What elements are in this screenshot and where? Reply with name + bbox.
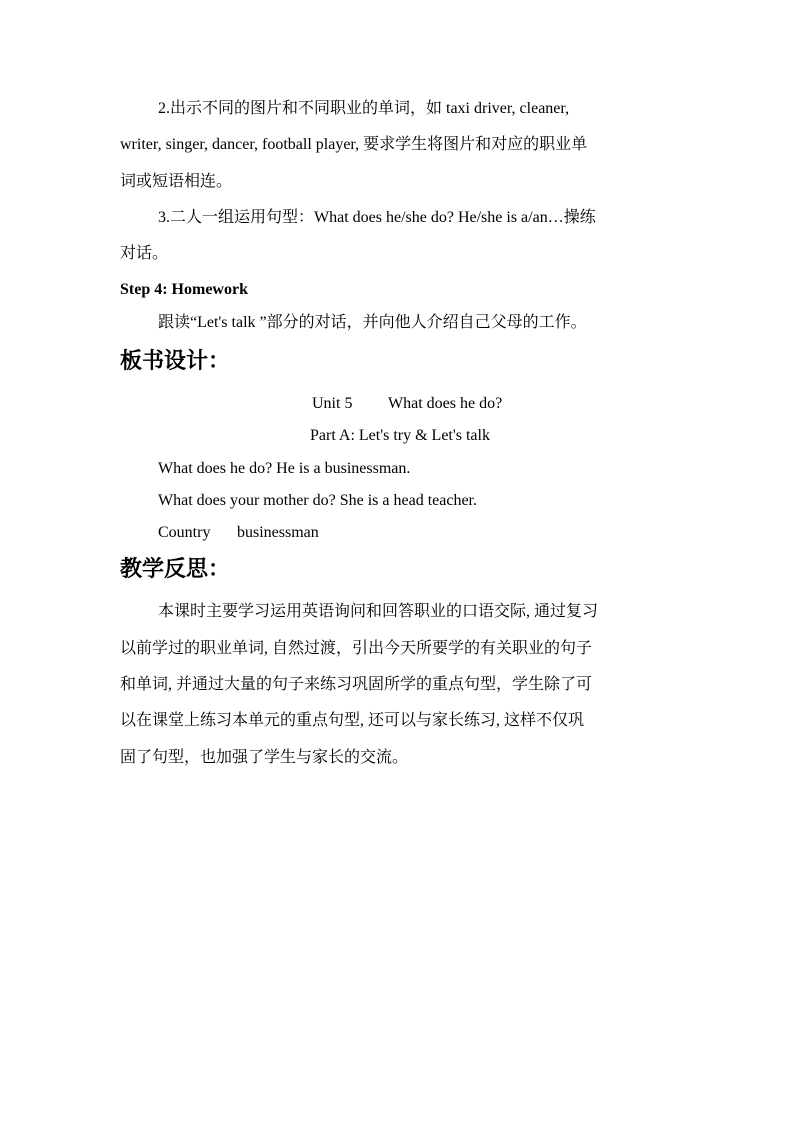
reflection-line-3: 和单词, 并通过大量的句子来练习巩固所学的重点句型，学生除了可 xyxy=(120,676,593,693)
board-word-1: Country xyxy=(158,524,211,541)
step-item-3-line-2: 对话。 xyxy=(120,245,169,262)
reflection-line-4: 以在课堂上练习本单元的重点句型, 还可以与家长练习, 这样不仅巩 xyxy=(120,712,585,729)
reflection-heading: 教学反思： xyxy=(120,557,231,582)
board-design-heading: 板书设计： xyxy=(120,349,231,374)
homework-text: 跟读“Let's talk ”部分的对话，并向他人介绍自己父母的工作。 xyxy=(158,314,587,331)
homework-title: Step 4: Homework xyxy=(120,281,248,298)
board-sentence-2: What does your mother do? She is a head teacher. xyxy=(158,492,477,509)
reflection-line-2: 以前学过的职业单词, 自然过渡，引出今天所要学的有关职业的句子 xyxy=(120,640,593,657)
step-item-2-line-1: 2.出示不同的图片和不同职业的单词，如 taxi driver, cleaner, xyxy=(158,100,570,117)
reflection-line-5: 固了句型，也加强了学生与家长的交流。 xyxy=(120,749,409,766)
board-word-2: businessman xyxy=(237,524,319,541)
reflection-line-1: 本课时主要学习运用英语询问和回答职业的口语交际, 通过复习 xyxy=(158,603,599,620)
board-sentence-1: What does he do? He is a businessman. xyxy=(158,460,411,477)
board-part: Part A: Let's try & Let's talk xyxy=(310,427,490,444)
board-unit: Unit 5 xyxy=(312,395,353,412)
step-item-2-line-3: 词或短语相连。 xyxy=(120,173,233,190)
step-item-3-line-1: 3.二人一组运用句型：What does he/she do? He/she is a/an…操练 xyxy=(158,209,596,226)
step-item-2-line-2: writer, singer, dancer, football player, 要求学生将图片和对应的职业单 xyxy=(120,136,588,153)
board-unit-title: What does he do? xyxy=(388,395,503,412)
